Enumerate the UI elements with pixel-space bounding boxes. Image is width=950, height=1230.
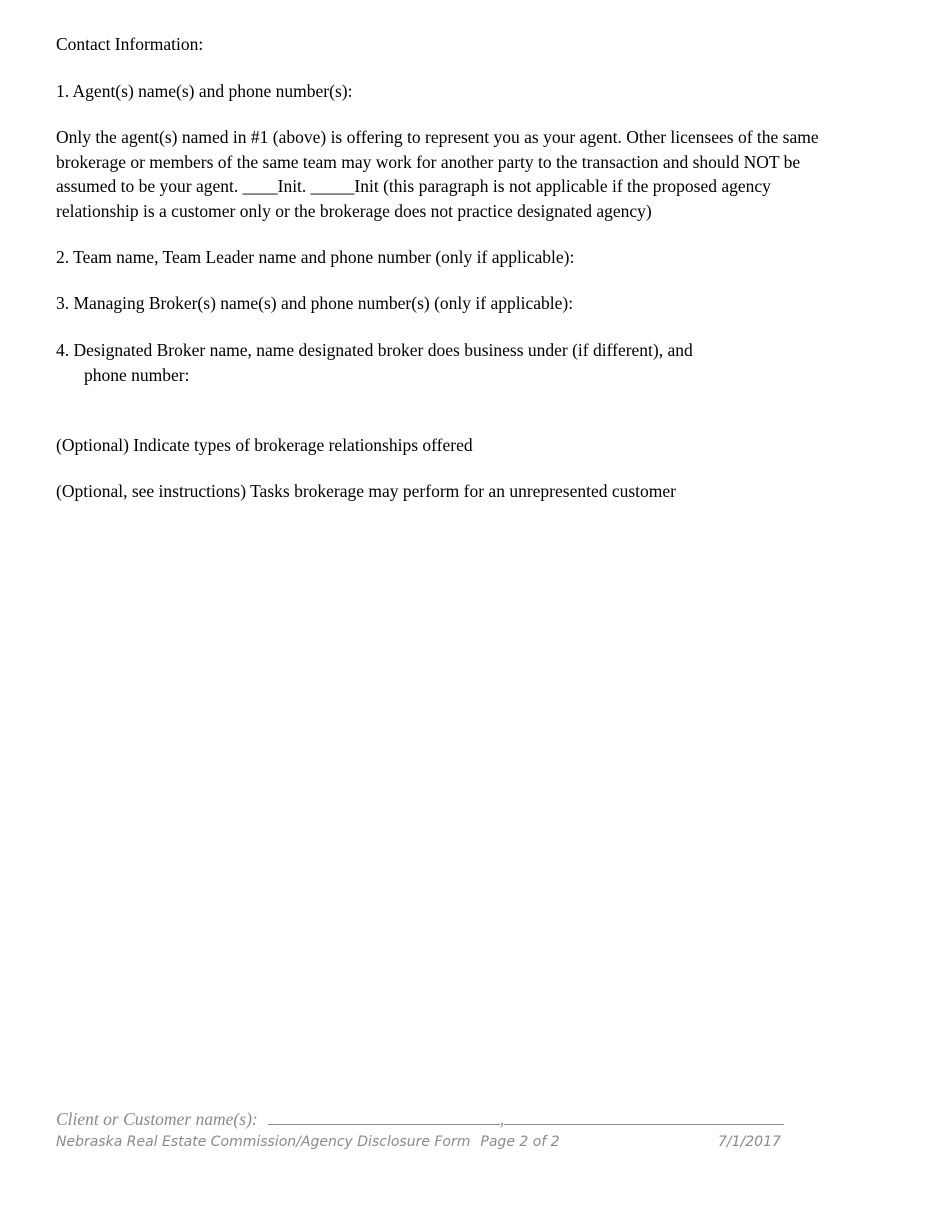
item-agent-names: 1. Agent(s) name(s) and phone number(s): — [56, 81, 353, 101]
footer-form-name: Nebraska Real Estate Commission/Agency Disclosure Form — [56, 1134, 471, 1150]
paragraph-line-1: Only the agent(s) named in #1 (above) is offering to represent you as your agent. Other licensees of the same — [56, 127, 819, 147]
optional-relationships: (Optional) Indicate types of brokerage relationships offered — [56, 435, 473, 455]
paragraph-line-4: relationship is a customer only or the brokerage does not practice designated agency) — [56, 200, 652, 221]
section-heading: Contact Information: — [56, 34, 204, 54]
paragraph-line-2: brokerage or members of the same team may work for another party to the transaction and should NOT be — [56, 151, 801, 172]
item-team-name: 2. Team name, Team Leader name and phone number (only if applicable): — [56, 247, 575, 267]
client-name-field-1[interactable] — [268, 1108, 500, 1125]
item-designated-broker: 4. Designated Broker name, name designated broker does business under (if different), and — [56, 340, 693, 360]
footer-date: 7/1/2017 — [718, 1134, 781, 1150]
name-separator: , — [499, 1109, 505, 1129]
optional-tasks: (Optional, see instructions) Tasks brokerage may perform for an unrepresented customer — [56, 481, 676, 501]
client-name-field-2[interactable] — [504, 1108, 784, 1125]
item-designated-broker-cont: phone number: — [84, 364, 190, 385]
client-signature-line — [56, 1108, 784, 1130]
paragraph-line-3: assumed to be your agent. ____Init. _____Init (this paragraph is not applicable if the proposed agency — [56, 176, 771, 196]
client-label: Client or Customer name(s): — [56, 1109, 258, 1129]
footer-page-number: Page 2 of 2 — [480, 1134, 560, 1150]
item-managing-broker: 3. Managing Broker(s) name(s) and phone number(s) (only if applicable): — [56, 293, 574, 313]
footer-form-info — [56, 1134, 560, 1150]
